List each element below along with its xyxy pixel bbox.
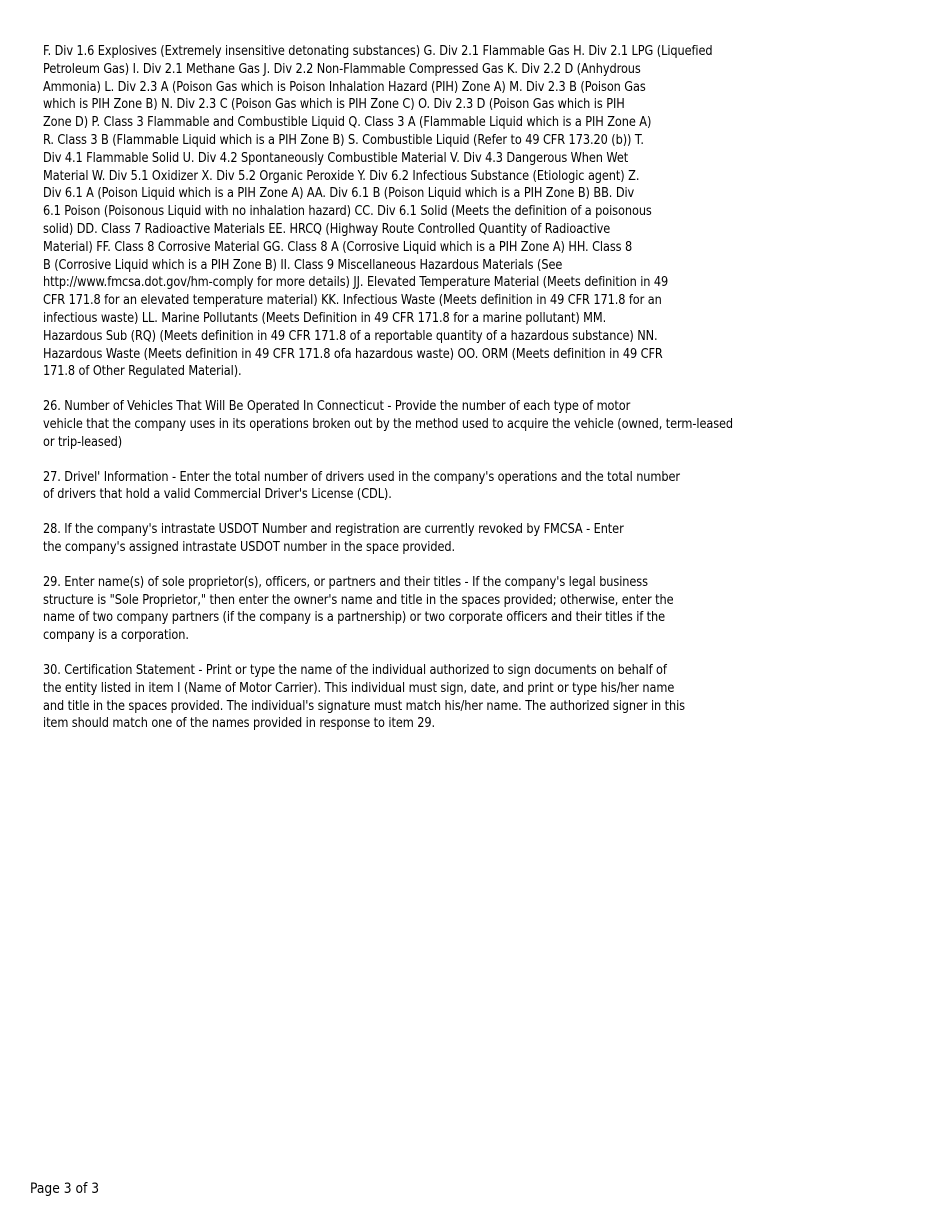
text-line: Zone D) P. Class 3 Flammable and Combustible Liquid Q. Class 3 A (Flammable Liquid which is a PIH Zone A) <box>43 115 652 131</box>
text-line: solid) DD. Class 7 Radioactive Materials EE. HRCQ (Highway Route Controlled Quantity of Radioactive <box>43 221 611 237</box>
item-29-officers <box>43 574 843 645</box>
document-body <box>43 43 843 733</box>
text-line: which is PIH Zone B) N. Div 2.3 C (Poison Gas which is PIH Zone C) O. Div 2.3 D (Poison Gas which is PIH <box>43 97 625 113</box>
text-line: B (Corrosive Liquid which is a PIH Zone B) II. Class 9 Miscellaneous Hazardous Materials (See <box>43 257 563 273</box>
text-line: 26. Number of Vehicles That Will Be Operated In Connecticut - Provide the number of each type of motor <box>43 399 631 415</box>
text-line: 30. Certification Statement - Print or type the name of the individual authorized to sign documents on behalf of <box>43 662 667 678</box>
text-line: 171.8 of Other Regulated Material). <box>43 364 242 380</box>
text-line: 27. Drivel' Information - Enter the total number of drivers used in the company's operations and the total number <box>43 469 680 485</box>
hazmat-class-list <box>43 43 843 381</box>
text-line: Petroleum Gas) I. Div 2.1 Methane Gas J. Div 2.2 Non-Flammable Compressed Gas K. Div 2.2 D (Anhydrous <box>43 61 641 77</box>
text-line: structure is "Sole Proprietor," then enter the owner's name and title in the spaces provided; otherwise, enter the <box>43 592 674 608</box>
text-line: 6.1 Poison (Poisonous Liquid with no inhalation hazard) CC. Div 6.1 Solid (Meets the definition of a poisonous <box>43 204 652 220</box>
text-line: vehicle that the company uses in its operations broken out by the method used to acquire the vehicle (owned, term-leased <box>43 416 734 432</box>
text-line: F. Div 1.6 Explosives (Extremely insensitive detonating substances) G. Div 2.1 Flammable Gas H. Div 2.1 LPG (Liquefied <box>43 44 713 59</box>
text-line: infectious waste) LL. Marine Pollutants (Meets Definition in 49 CFR 171.8 for a marine pollutant) MM. <box>43 310 607 326</box>
item-30-certification <box>43 662 843 733</box>
text-line: company is a corporation. <box>43 628 189 644</box>
text-line: the company's assigned intrastate USDOT number in the space provided. <box>43 539 456 555</box>
text-line: Div 6.1 A (Poison Liquid which is a PIH Zone A) AA. Div 6.1 B (Poison Liquid which is a PIH Zone B) BB. Div <box>43 186 635 202</box>
text-line: Ammonia) L. Div 2.3 A (Poison Gas which is Poison Inhalation Hazard (PIH) Zone A) M. Div 2.3 B (Poison Gas <box>43 79 646 95</box>
text-line: the entity listed in item I (Name of Motor Carrier). This individual must sign, date, and print or type his/her name <box>43 680 675 696</box>
item-26-vehicles <box>43 398 843 451</box>
text-line: and title in the spaces provided. The individual's signature must match his/her name. The authorized signer in this <box>43 698 686 714</box>
text-line: Material) FF. Class 8 Corrosive Material GG. Class 8 A (Corrosive Liquid which is a PIH Zone A) HH. Class 8 <box>43 239 633 255</box>
text-line: 29. Enter name(s) of sole proprietor(s), officers, or partners and their titles - If the company's legal business <box>43 574 648 590</box>
item-28-revoked-usdot <box>43 521 843 557</box>
text-line: 28. If the company's intrastate USDOT Number and registration are currently revoked by FMCSA - Enter <box>43 522 624 538</box>
text-line: R. Class 3 B (Flammable Liquid which is a PIH Zone B) S. Combustible Liquid (Refer to 49 CFR 173.20 (b)) T. <box>43 132 644 148</box>
text-line: name of two company partners (if the company is a partnership) or two corporate officers and their titles if the <box>43 610 666 626</box>
text-line: Material W. Div 5.1 Oxidizer X. Div 5.2 Organic Peroxide Y. Div 6.2 Infectious Substance (Etiologic agent) Z. <box>43 168 640 184</box>
text-line: Hazardous Sub (RQ) (Meets definition in 49 CFR 171.8 of a reportable quantity of a hazardous substance) NN. <box>43 328 658 344</box>
text-line: Div 4.1 Flammable Solid U. Div 4.2 Spontaneously Combustible Material V. Div 4.3 Dangerous When Wet <box>43 150 629 166</box>
text-line: http://www.fmcsa.dot.gov/hm-comply for more details) JJ. Elevated Temperature Material (Meets definition in 49 <box>43 275 669 291</box>
text-line: CFR 171.8 for an elevated temperature material) KK. Infectious Waste (Meets definition in 49 CFR 171.8 for an <box>43 293 662 309</box>
page-number: Page 3 of 3 <box>30 1181 100 1197</box>
text-line: or trip-leased) <box>43 434 123 450</box>
text-line: Hazardous Waste (Meets definition in 49 CFR 171.8 ofa hazardous waste) OO. ORM (Meets definition in 49 CFR <box>43 346 663 362</box>
text-line: item should match one of the names provided in response to item 29. <box>43 716 435 732</box>
item-27-driver-information <box>43 469 843 505</box>
text-line: of drivers that hold a valid Commercial Driver's License (CDL). <box>43 487 392 503</box>
